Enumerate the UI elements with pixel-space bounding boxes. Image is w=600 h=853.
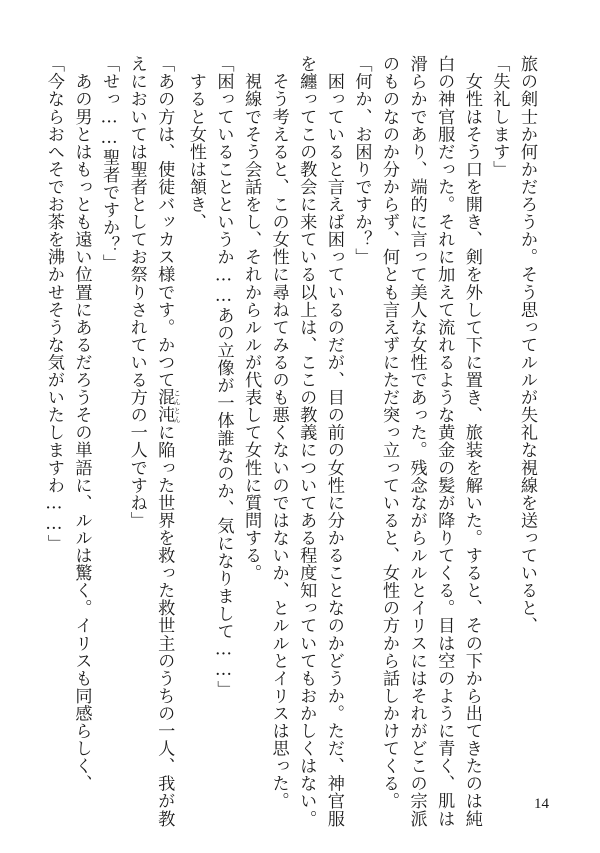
- text-line: 女性はそう口を開き、剣を外して下に置き、旅装を解いた。すると、その下から出てきたのは純: [461, 55, 482, 828]
- text-line: 「今ならおへそでお茶を沸かせそうな気がいたしますわ……」: [43, 55, 64, 552]
- text-line: 旅の剣士か何かだろうか。そう思ってルルが失礼な視線を送っていると、: [517, 55, 537, 635]
- text-line: あの男とはもっとも遠い位置にあるだろうその単語に、ルルは驚く。イリスも同感らしく、: [71, 55, 92, 793]
- ruby-base: 混沌: [154, 388, 175, 424]
- text-line: 「何か、お困りですか？」: [351, 55, 372, 266]
- vertical-text-body: [39, 55, 540, 828]
- text-segment: 「あの方は、使徒バッカス様です。かつて: [154, 55, 175, 389]
- text-line: えにおいては聖者としてお祭りされている方の一人ですね」: [126, 55, 147, 529]
- text-line: すると女性は頷き、: [185, 55, 206, 231]
- text-line: そう考えると、この女性に尋ねてみるのも悪くないのではないか、とルルとイリスは思った。: [268, 55, 289, 810]
- text-line: 困っていると言えば困っているのだが、目の前の女性に分かることなのかどうか。ただ、神官服: [323, 55, 344, 828]
- text-line: 「失礼します」: [489, 55, 510, 178]
- text-line: 「困っていることというか……あの立像が一体誰なのか、気になりまして……」: [213, 55, 234, 698]
- text-line: 視線でそう会話をし、それからルルが代表して女性に質問する。: [241, 55, 262, 582]
- ruby-annotation: [154, 388, 182, 424]
- text-segment: に陥った世界を救った救世主のうちの一人、我が教: [154, 423, 175, 828]
- text-line: 「せっ……聖者ですか？」: [99, 55, 120, 272]
- text-line: を纏ってこの教会に来ている以上は、ここの教義についてある程度知っていてもおかしくはない。: [296, 55, 317, 828]
- text-line: 滑らかであり、端的に言って美人な女性であった。残念ながらルルとイリスにはそれがどこの宗派: [406, 55, 427, 828]
- text-line: のものなのか分からず、何とも言えずにただ突っ立っていると、女性の方から話しかけてくる。: [379, 55, 400, 810]
- text-line: 白の神官服だった。それに加えて流れるような黄金の髪が降りてくる。目は空のように青く、肌は: [434, 55, 455, 828]
- text-line-with-ruby: [150, 55, 182, 828]
- page-number: 14: [534, 796, 549, 812]
- ruby-reading: こんとん: [173, 388, 182, 424]
